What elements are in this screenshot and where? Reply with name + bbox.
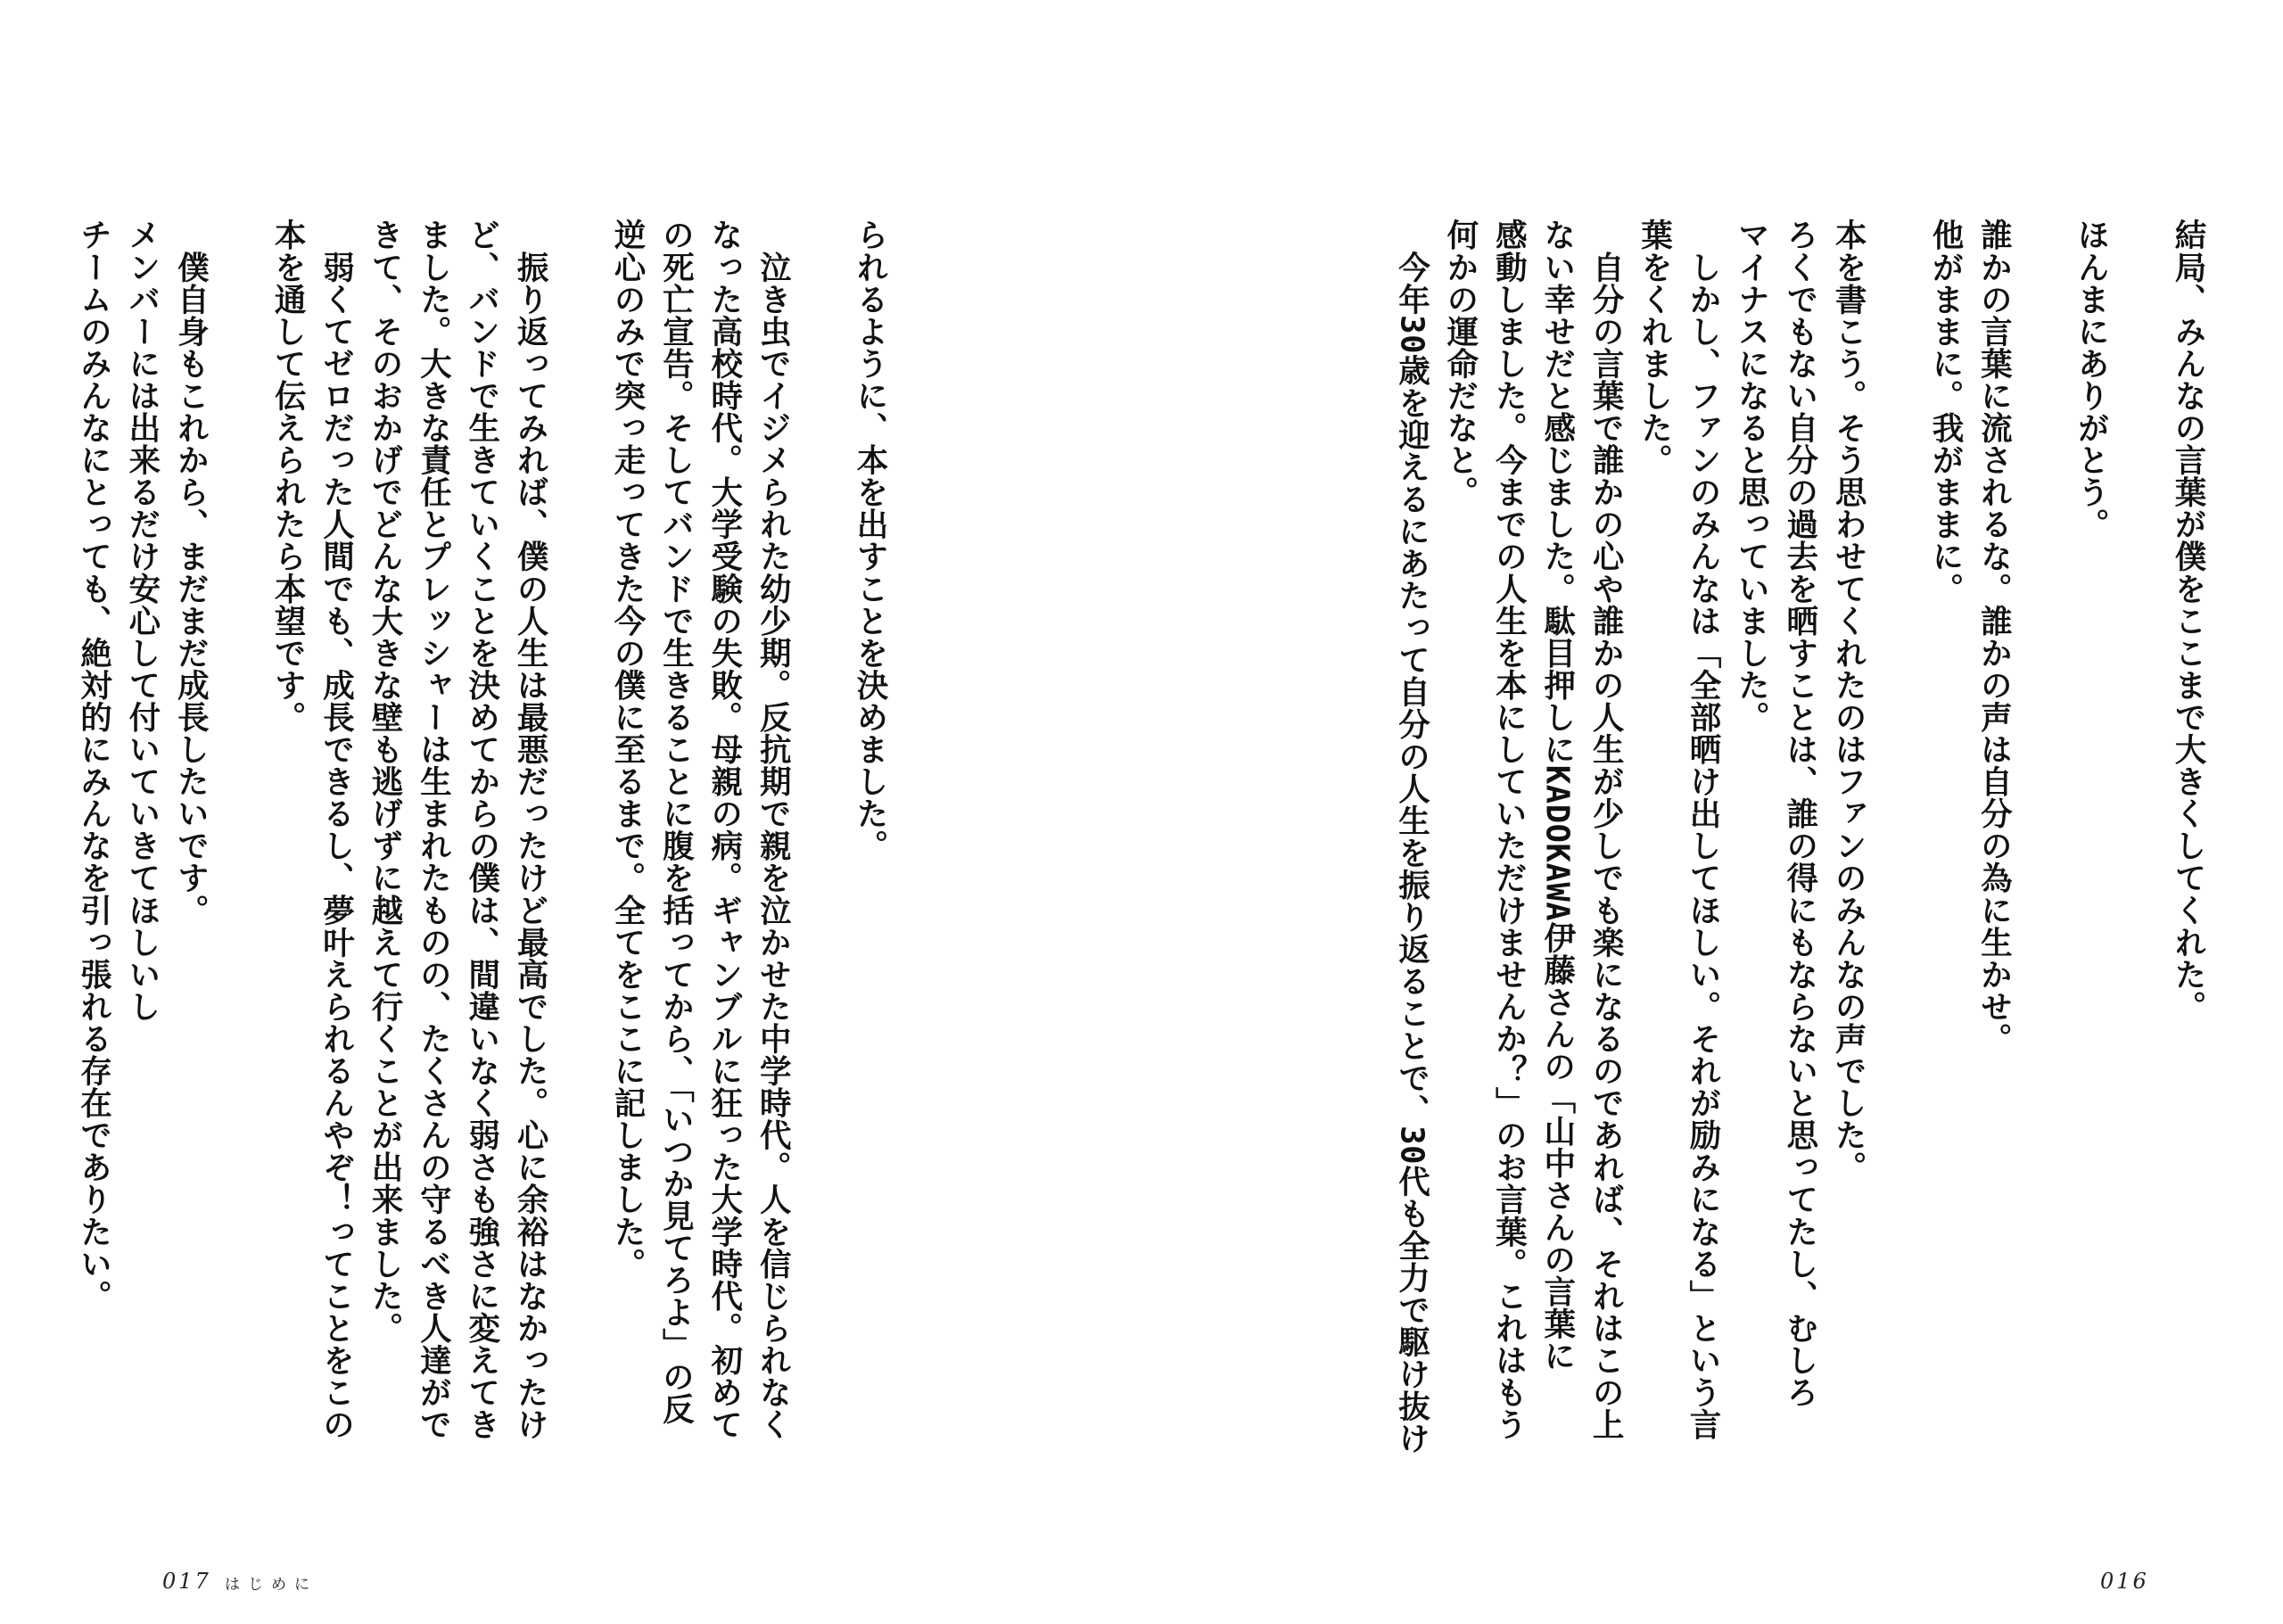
left-page-body-text: られるように、本を出すことを決めました。 泣き虫でイジメられた幼少期。反抗期で親を泣かせた中学時代。人を信じられなく なった高校時代。大学受験の失敗。母親の病。ギャンブルに狂った大学時代。初めて の死亡宣告。そしてバンドで生きることに腹を括ってから、「いつか見てろよ」の反 逆心のみで突っ走ってきた今の僕に至るまで。全てをここに記しました。 振り返ってみれば、僕の人生は最悪だったけど最高でした。心に余裕はなかったけ ど、バンドで生きていくことを決めてからの僕は、間違いなく弱さも強さに変えてき ました。大きな責任とプレッシャーは生まれたものの、たくさんの守るべき人達がで きて、そのおかげでどんな大きな壁も逃げずに越えて行くことが出来ました。 弱くてゼロだった人間でも、成長できるし、夢叶えられるんやぞ！ってことをこの 本を通して伝えられたら本望です。 僕自身もこれから、まだまだ成長したいです。 メンバーには出来るだけ安心して付いていきてほしいし チームのみんなにとっても、絶対的にみんなを引っ張れる存在でありたい。 <box>75 218 888 1440</box>
left-page-number: 017 <box>162 1569 211 1594</box>
right-page-body-text: 結局、みんなの言葉が僕をここまで大きくしてくれた。 ほんまにありがとう。 誰かの言葉に流されるな。誰かの声は自分の為に生かせ。 他がままに。我がままに。 本を書こう。そう思わせてくれたのはファンのみんなの声でした。 ろくでもない自分の過去を晒すことは、誰の得にもならないと思ってたし、むしろ マイナスになると思っていました。 しかし、ファンのみんなは「全部晒け出してほしい。それが励みになる」という言 葉をくれました。 自分の言葉で誰かの心や誰かの人生が少しでも楽になるのであれば、それはこの上 ない幸せだと感じました。駄目押しにKADOKAWA伊藤さんの「山中さんの言葉に 感動しました。今までの人生を本にしていただけませんか？」のお言葉。これはもう 何かの運命だなと。 今年30歳を迎えるにあたって自分の人生を振り返ることで、30代も全力で駆け抜け <box>1393 218 2206 1455</box>
right-page <box>1142 0 2283 1624</box>
running-head: はじめに <box>225 1576 317 1594</box>
right-page-number: 016 <box>2100 1569 2149 1594</box>
